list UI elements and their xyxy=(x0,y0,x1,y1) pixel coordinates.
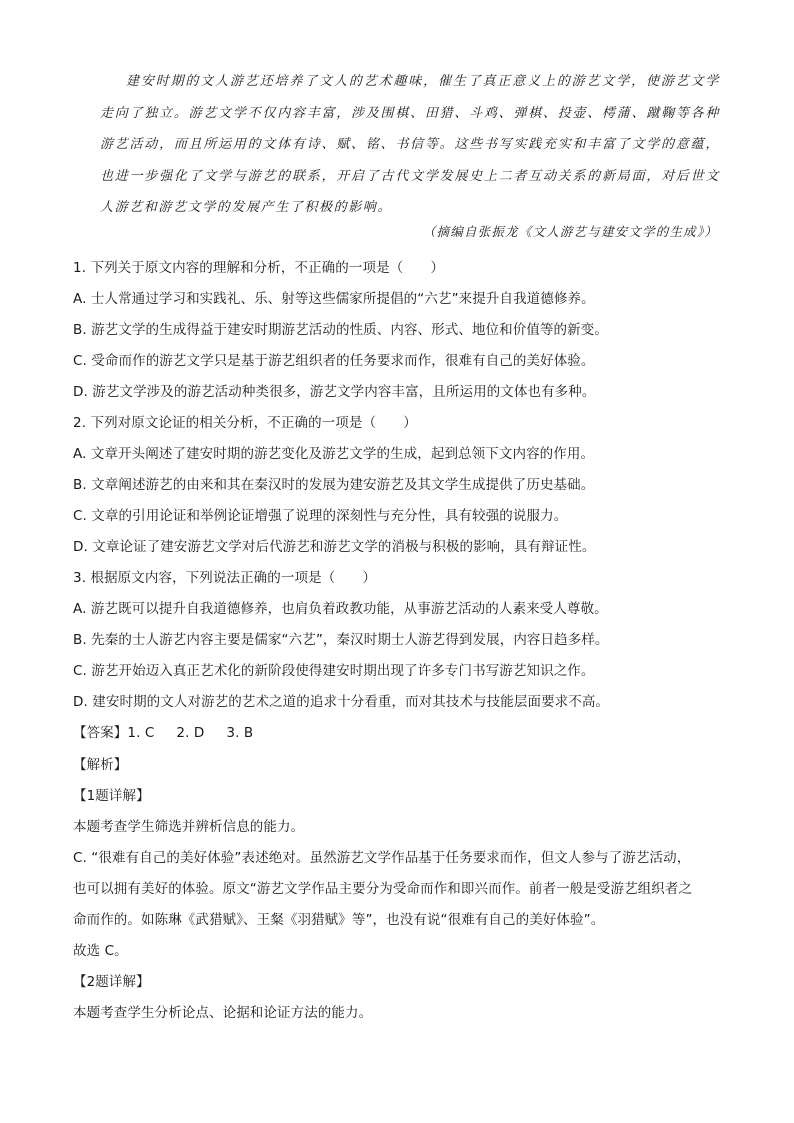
question-2-option-c: C. 文章的引用论证和举例论证增强了说理的深刻性与充分性，具有较强的说服力。 xyxy=(73,508,568,524)
question-2-option-b: B. 文章阐述游艺的由来和其在秦汉时的发展为建安游艺及其文学生成提供了历史基础。 xyxy=(73,477,595,493)
question-3-stem: 3. 根据原文内容，下列说法正确的一项是（ ） xyxy=(73,570,377,586)
question-3-option-a: A. 游艺既可以提升自我道德修养，也肩负着政教功能，从事游艺活动的人素来受人尊敬。 xyxy=(73,601,608,617)
question-2-option-d: D. 文章论证了建安游艺文学对后代游艺和游艺文学的消极与积极的影响，具有辩证性。 xyxy=(73,539,596,555)
answer-item: 3. B xyxy=(226,725,254,741)
question-1-option-d: D. 游艺文学涉及的游艺活动种类很多，游艺文学内容丰富，且所运用的文体也有多种。 xyxy=(73,384,596,400)
answer-item: 2. D xyxy=(176,725,205,741)
answer-item: 1. C xyxy=(127,725,155,741)
q1-detail-line: C. “很难有自己的美好体验”表述绝对。虽然游艺文学作品基于任务要求而作，但文人参与了游艺活动， xyxy=(73,850,691,866)
question-3-option-c: C. 游艺开始迈入真正艺术化的新阶段使得建安时期出现了许多专门书写游艺知识之作。 xyxy=(73,663,595,679)
question-1-option-c: C. 受命而作的游艺文学只是基于游艺组织者的任务要求而作，很难有自己的美好体验。 xyxy=(73,353,595,369)
passage-paragraph: 建安时期的文人游艺还培养了文人的艺术趣味，催生了真正意义上的游艺文学，使游艺文学走向了独立。游艺文学不仅内容丰富，涉及围棋、田猎、斗鸡、弹棋、投壶、樗蒲、蹴鞠等各种游艺活动，而且所运用的文体有诗、赋、铭、书信等。这些书写实践充实和丰富了文学的意蕴，也进一步强化了文学与游艺的联系，开启了古代文学发展史上二者互动关系的新局面，对后世文人游艺和游艺文学的发展产生了积极的影响。 xyxy=(100,74,720,215)
passage-source: （摘编自张振龙《文人游艺与建安文学的生成》） xyxy=(422,224,718,239)
question-1-option-b: B. 游艺文学的生成得益于建安时期游艺活动的性质、内容、形式、地位和价值等的新变。 xyxy=(73,322,608,338)
q1-detail-heading: 【1题详解】 xyxy=(73,788,150,804)
q1-detail-line: 本题考查学生筛选并辨析信息的能力。 xyxy=(73,819,305,835)
q1-detail-line: 命而作的。如陈琳《武猎赋》、王粲《羽猎赋》等”，也没有说“很难有自己的美好体验”。 xyxy=(73,912,605,928)
question-2-stem: 2. 下列对原文论证的相关分析，不正确的一项是（ ） xyxy=(73,415,417,431)
q2-detail-heading: 【2题详解】 xyxy=(73,974,150,990)
question-1-stem: 1. 下列关于原文内容的理解和分析，不正确的一项是（ ） xyxy=(73,260,445,276)
answer-line xyxy=(73,721,253,741)
question-2-option-a: A. 文章开头阐述了建安时期的游艺变化及游艺文学的生成，起到总领下文内容的作用。 xyxy=(73,446,595,462)
question-3-option-b: B. 先秦的士人游艺内容主要是儒家“六艺”，秦汉时期士人游艺得到发展，内容日趋多样。 xyxy=(73,632,609,648)
q1-detail-line: 也可以拥有美好的体验。原文“游艺文学作品主要分为受命而作和即兴而作。前者一般是受游艺组织者之 xyxy=(73,881,693,897)
question-1-option-a: A. 士人常通过学习和实践礼、乐、射等这些儒家所提倡的“六艺”来提升自我道德修养。 xyxy=(73,291,595,307)
answer-tag: 【答案】 xyxy=(73,725,128,741)
q2-detail-line: 本题考查学生分析论点、论据和论证方法的能力。 xyxy=(73,1005,373,1021)
q1-detail-line: 故选 C。 xyxy=(73,943,128,959)
question-3-option-d: D. 建安时期的文人对游艺的艺术之道的追求十分看重，而对其技术与技能层面要求不高。 xyxy=(73,694,610,710)
analysis-tag: 【解析】 xyxy=(73,757,128,773)
